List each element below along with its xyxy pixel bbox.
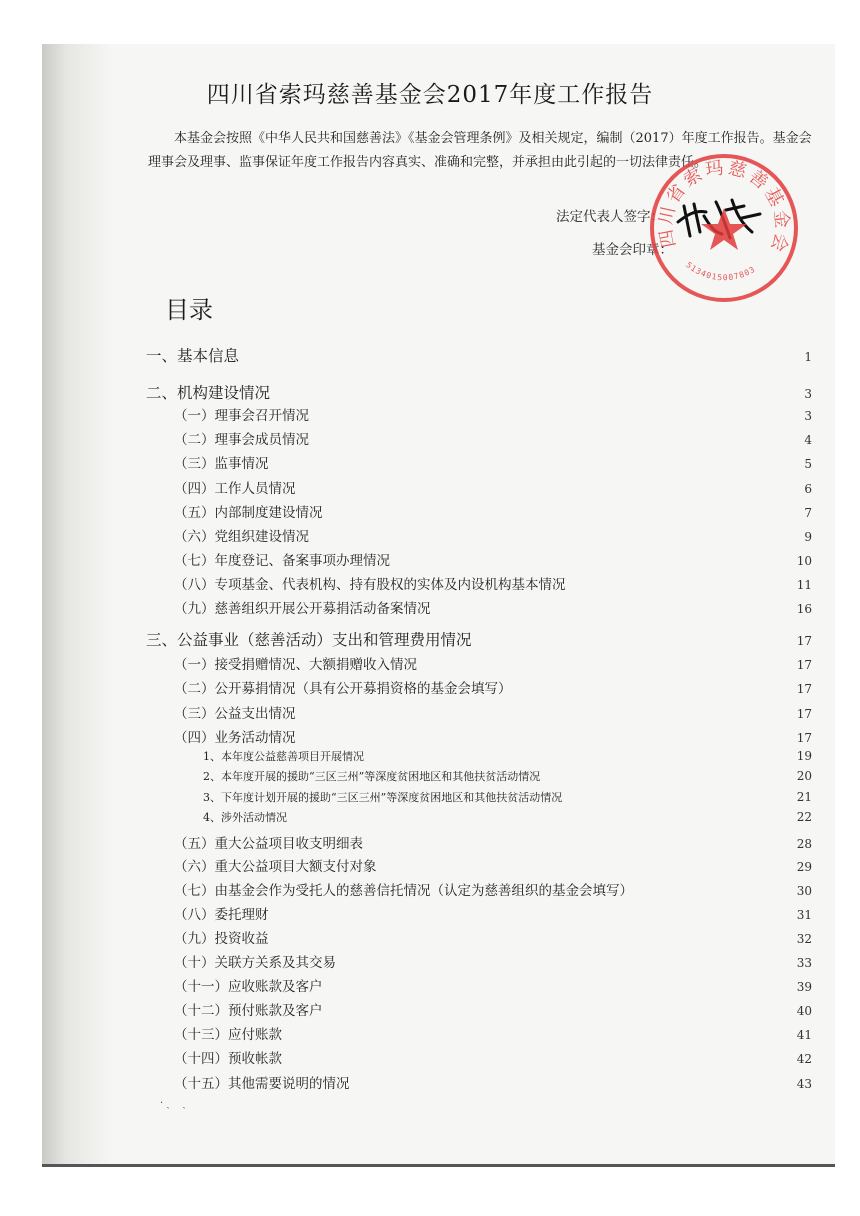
toc-entry-page: 4 xyxy=(804,433,812,447)
toc-entry-page: 20 xyxy=(796,769,812,783)
intro-text: 本基金会按照《中华人民共和国慈善法》《基金会管理条例》及相关规定，编制（2017）年度工作报告。基金会理事会及理事、监事保证年度工作报告内容真实、准确和完整，并承担由此引起的一切法律责任。 xyxy=(148,131,812,170)
toc-entry-page: 5 xyxy=(804,457,812,471)
toc-entry xyxy=(174,404,812,424)
toc-entry-label: （一）接受捐赠情况、大额捐赠收入情况 xyxy=(174,657,417,673)
toc-entry xyxy=(174,597,812,617)
toc-entry-page: 17 xyxy=(796,707,812,721)
seal-number: 5134015007803 xyxy=(684,260,758,283)
toc-entry-page: 3 xyxy=(804,387,812,401)
toc-entry-page: 21 xyxy=(796,790,812,804)
toc-entry-page: 16 xyxy=(796,602,812,616)
toc-entry xyxy=(174,573,812,593)
toc-entry-label: （六）重大公益项目大额支付对象 xyxy=(174,859,377,875)
toc-entry-label: （六）党组织建设情况 xyxy=(174,529,309,545)
toc-entry xyxy=(174,501,812,521)
toc-entry-label: 三、公益事业（慈善活动）支出和管理费用情况 xyxy=(146,631,472,649)
toc-entry-page: 22 xyxy=(796,810,812,824)
toc-entry xyxy=(174,428,812,448)
toc-entry xyxy=(174,855,812,875)
toc-entry-label: 1、本年度公益慈善项目开展情况 xyxy=(203,750,364,763)
toc-entry-label: （七）由基金会作为受托人的慈善信托情况（认定为慈善组织的基金会填写） xyxy=(174,883,633,899)
toc-entry-page: 7 xyxy=(804,506,812,520)
toc-entry-label: （四）业务活动情况 xyxy=(174,730,296,746)
toc-entry-page: 40 xyxy=(796,1004,812,1018)
toc-entry-label: （十四）预收帐款 xyxy=(174,1051,282,1067)
toc-entry-page: 17 xyxy=(796,658,812,672)
toc-entry xyxy=(174,927,812,947)
toc-entry-page: 3 xyxy=(804,409,812,423)
toc-entry-label: （二）理事会成员情况 xyxy=(174,432,309,448)
toc-entry-label: （三）公益支出情况 xyxy=(174,706,296,722)
scan-specks: · ˏ ˎ xyxy=(160,1098,186,1109)
toc-entry xyxy=(174,951,812,971)
toc-entry-label: （五）内部制度建设情况 xyxy=(174,505,323,521)
toc-entry-label: （十五）其他需要说明的情况 xyxy=(174,1076,350,1092)
toc-entry-label: （十二）预付账款及客户 xyxy=(174,1003,323,1019)
toc-entry xyxy=(203,768,812,784)
toc-entry-label: （五）重大公益项目收支明细表 xyxy=(174,836,363,852)
toc-entry-page: 9 xyxy=(804,530,812,544)
toc-entry-page: 43 xyxy=(796,1077,812,1091)
toc-entry-page: 17 xyxy=(796,731,812,745)
report-title: 四川省索玛慈善基金会2017年度工作报告 xyxy=(206,82,654,108)
seal-label: 基金会印章： xyxy=(592,242,673,258)
toc-entry-label: 4、涉外活动情况 xyxy=(203,811,287,824)
toc-entry xyxy=(174,1023,812,1043)
official-seal xyxy=(646,150,802,306)
toc-entry xyxy=(203,789,812,805)
toc-entry-label: （十一）应收账款及客户 xyxy=(174,979,323,995)
toc-entry-label: （三）监事情况 xyxy=(174,456,269,472)
toc-entry-page: 19 xyxy=(796,749,812,763)
toc-entry-label: 2、本年度开展的援助“三区三州”等深度贫困地区和其他扶贫活动情况 xyxy=(203,770,541,783)
toc-entry-page: 1 xyxy=(804,350,812,364)
toc-entry xyxy=(174,653,812,673)
toc-entry-label: 一、基本信息 xyxy=(146,347,240,365)
toc-entry xyxy=(174,702,812,722)
toc-entry-label: （九）慈善组织开展公开募捐活动备案情况 xyxy=(174,601,431,617)
toc-entry-page: 6 xyxy=(804,482,812,496)
toc-entry xyxy=(174,999,812,1019)
toc-entry xyxy=(174,832,812,852)
toc-entry-page: 17 xyxy=(796,634,812,648)
toc-entry-page: 41 xyxy=(796,1028,812,1042)
toc-entry-page: 42 xyxy=(796,1052,812,1066)
toc-entry-page: 39 xyxy=(796,980,812,994)
toc-entry xyxy=(174,1047,812,1067)
toc-entry xyxy=(174,677,812,697)
toc-entry-page: 31 xyxy=(796,908,812,922)
toc-entry xyxy=(174,975,812,995)
toc-entry-page: 10 xyxy=(796,554,812,568)
toc-entry-label: （四）工作人员情况 xyxy=(174,481,296,497)
toc-entry-page: 28 xyxy=(796,837,812,851)
toc-entry xyxy=(174,452,812,472)
toc-entry-page: 32 xyxy=(796,932,812,946)
toc-entry-label: （八）委托理财 xyxy=(174,907,269,923)
toc-entry-page: 33 xyxy=(796,956,812,970)
toc-entry-label: （二）公开募捐情况（具有公开募捐资格的基金会填写） xyxy=(174,681,512,697)
toc-entry xyxy=(203,809,812,825)
toc-entry xyxy=(174,903,812,923)
toc-entry xyxy=(174,879,812,899)
binding-shadow xyxy=(42,44,112,1164)
toc-entry-label: （九）投资收益 xyxy=(174,931,269,947)
toc-entry-page: 29 xyxy=(796,860,812,874)
signature-label: 法定代表人签字： xyxy=(556,209,664,225)
toc-entry-label: （一）理事会召开情况 xyxy=(174,408,309,424)
toc-entry-label: （十三）应付账款 xyxy=(174,1027,282,1043)
toc-entry-page: 11 xyxy=(796,578,812,592)
toc-heading: 目录 xyxy=(165,296,213,324)
toc-entry xyxy=(146,628,812,650)
toc-entry-label: 二、机构建设情况 xyxy=(146,384,271,402)
toc-entry-label: （八）专项基金、代表机构、持有股权的实体及内设机构基本情况 xyxy=(174,577,566,593)
toc-entry xyxy=(174,1072,812,1092)
toc-entry xyxy=(146,344,812,366)
toc-entry-label: 3、下年度计划开展的援助“三区三州”等深度贫困地区和其他扶贫活动情况 xyxy=(203,791,563,804)
toc-entry xyxy=(174,477,812,497)
toc-entry-page: 17 xyxy=(796,682,812,696)
toc-entry xyxy=(203,748,812,764)
toc-entry-label: （七）年度登记、备案事项办理情况 xyxy=(174,553,390,569)
toc-entry xyxy=(174,726,812,746)
toc-entry xyxy=(174,525,812,545)
seal-text: 四川省索玛慈善基金会 xyxy=(655,157,793,257)
svg-text:5134015007803 xyxy=(684,260,757,282)
toc-entry xyxy=(174,549,812,569)
toc-entry-page: 30 xyxy=(796,884,812,898)
toc-entry xyxy=(146,381,812,403)
toc-entry-label: （十）关联方关系及其交易 xyxy=(174,955,336,971)
